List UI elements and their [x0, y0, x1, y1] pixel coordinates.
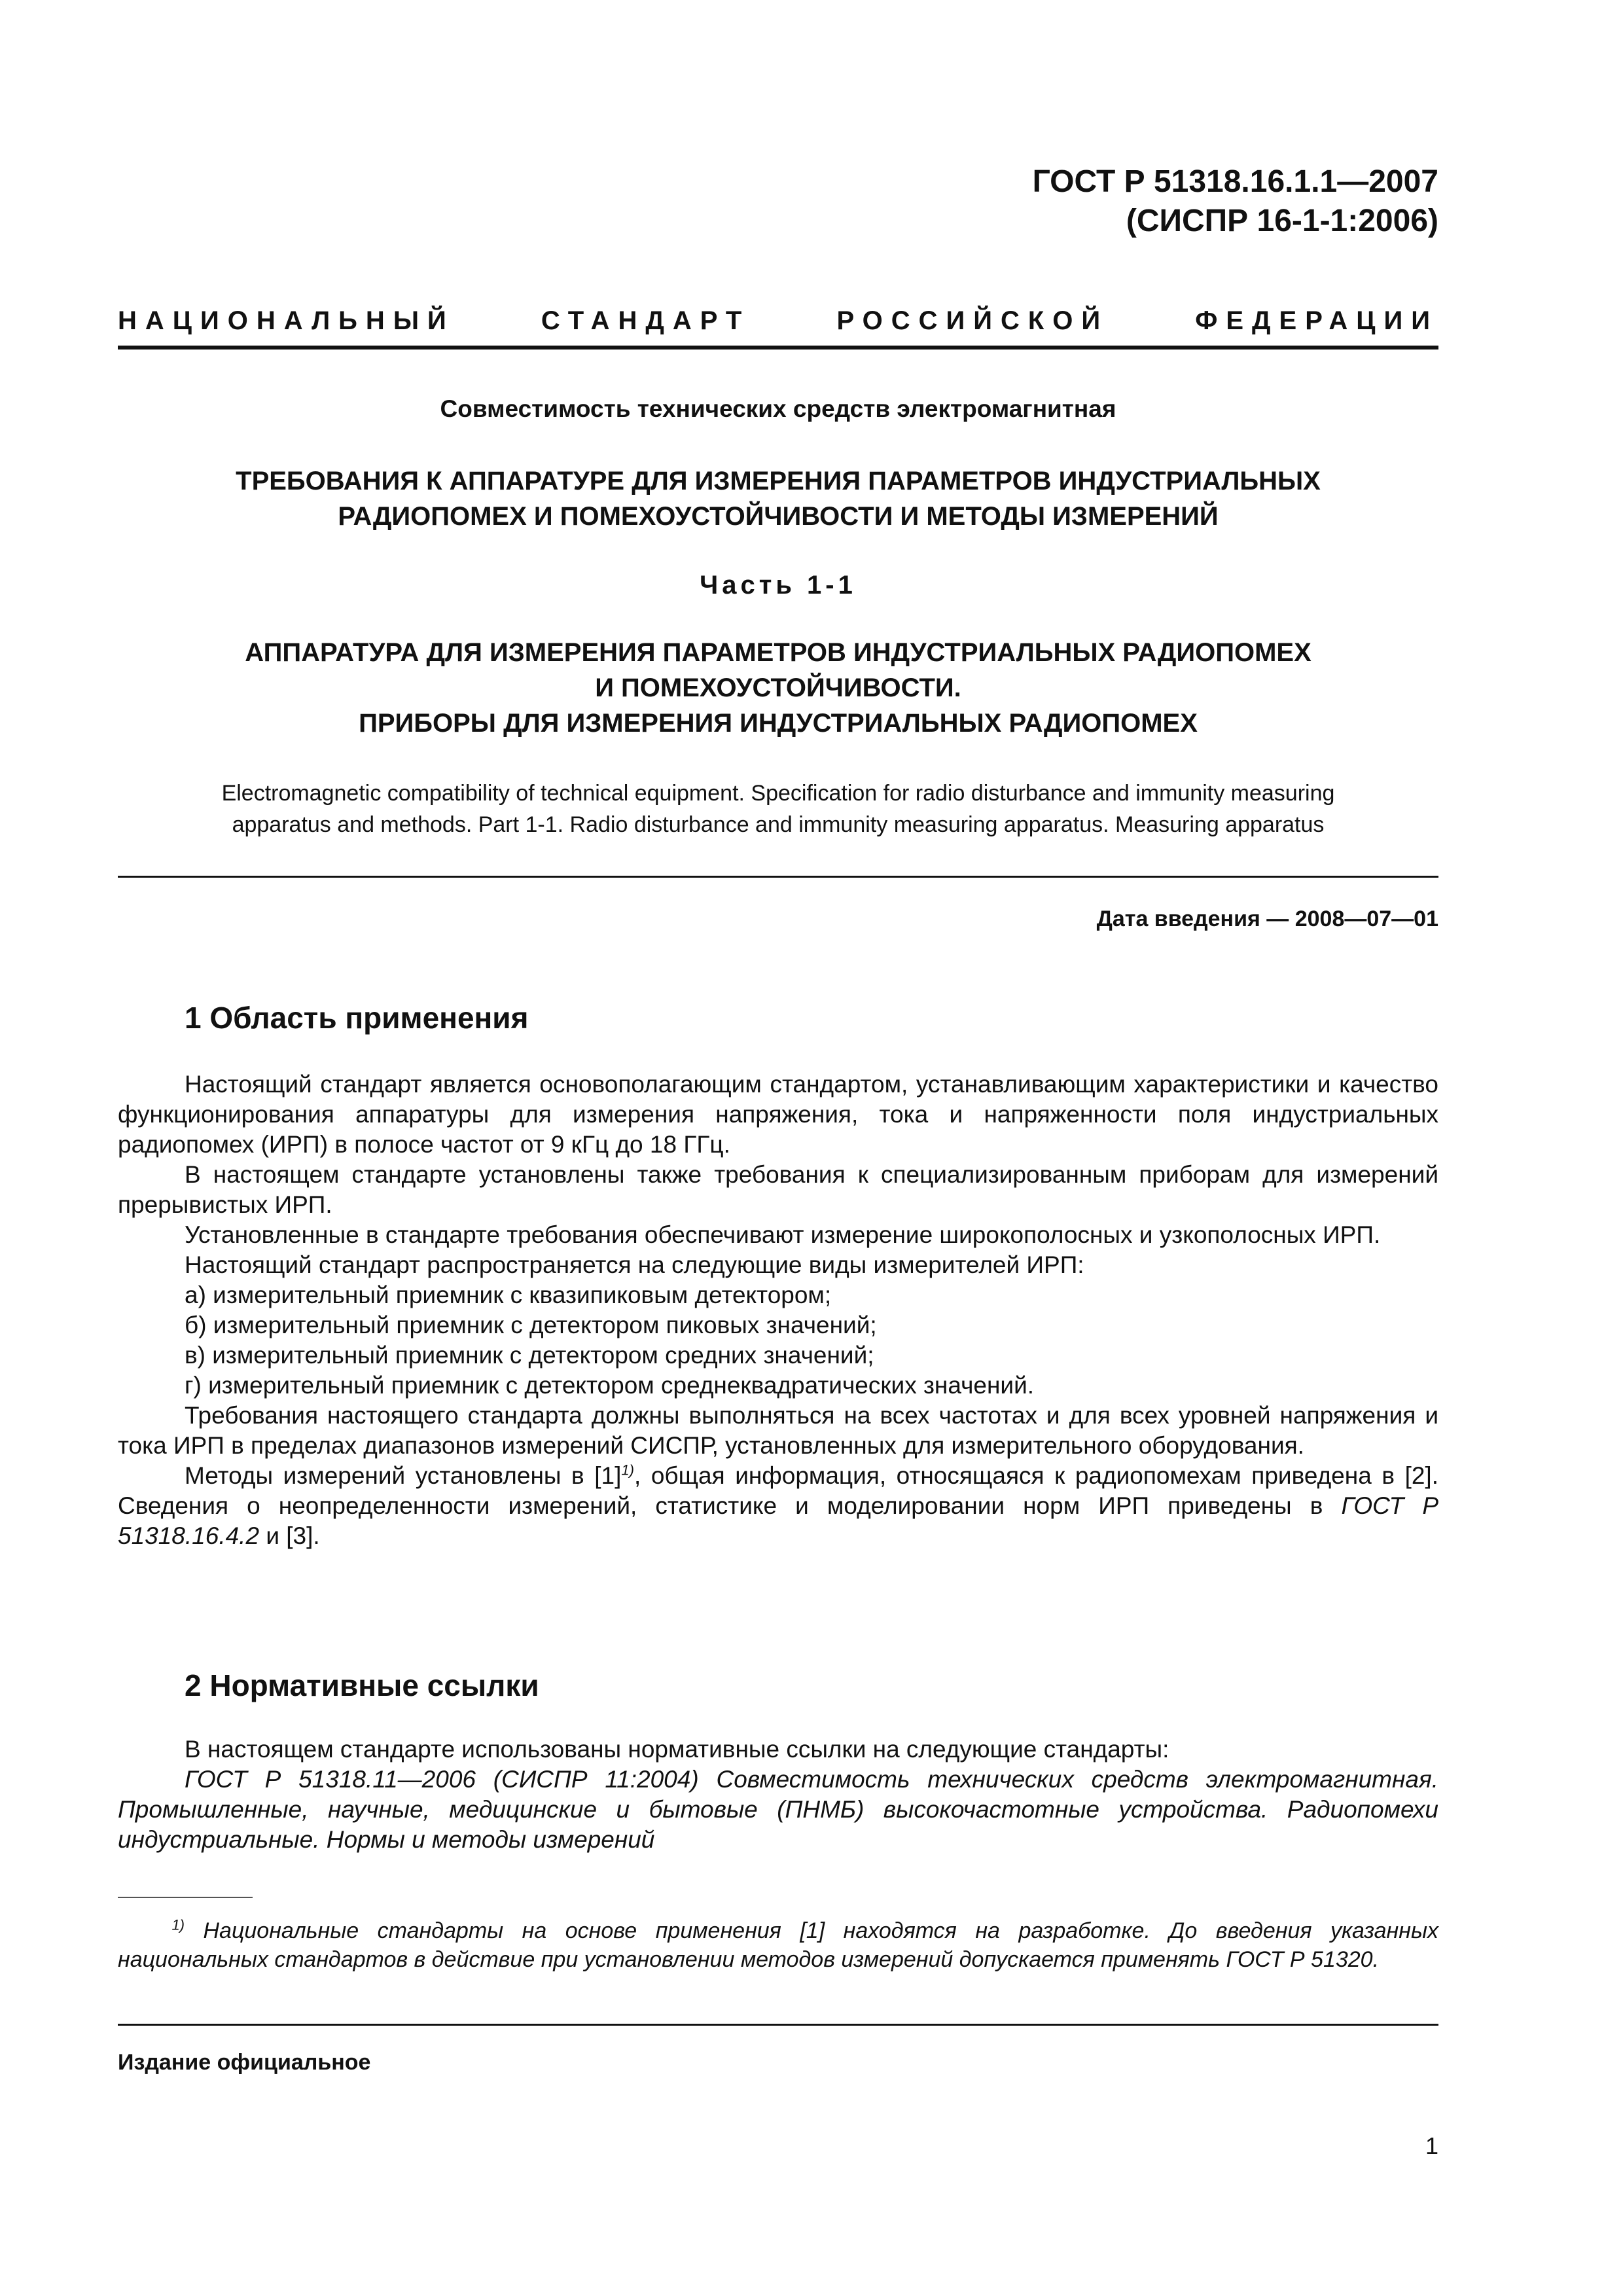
footnote-text: Национальные стандарты на основе применения [1] находятся на разработке. До введения указанных национальных стандартов в действие при установлении методов измерений допускается применять ГОСТ Р 51320.	[118, 1918, 1438, 1972]
official-edition-label: Издание официальное	[118, 2050, 371, 2075]
footnote-separator	[118, 1897, 253, 1898]
date-of-introduction: Дата введения — 2008—07—01	[1096, 906, 1438, 931]
english-title-line-2: apparatus and methods. Part 1-1. Radio disturbance and immunity measuring apparatus. Measuring apparatus	[232, 812, 1325, 837]
section-1-heading: 1 Область применения	[185, 1001, 529, 1035]
section-1-paragraph-6	[118, 1461, 1438, 1551]
designation-line-1: ГОСТ Р 51318.16.1.1—2007	[1032, 164, 1438, 199]
page-number: 1	[1425, 2132, 1438, 2159]
sub-title-line-3: ПРИБОРЫ ДЛЯ ИЗМЕРЕНИЯ ИНДУСТРИАЛЬНЫХ РАДИОПОМЕХ	[359, 709, 1198, 738]
header-word-1: НАЦИОНАЛЬНЫЙ	[118, 306, 455, 335]
national-standard-header	[118, 306, 1438, 336]
paragraph-6-text-c: и [3].	[259, 1522, 320, 1549]
footnote-mark: 1)	[171, 1916, 185, 1933]
english-title-line-1: Electromagnetic compatibility of technical equipment. Specification for radio disturbance and immunity measuring	[221, 781, 1335, 806]
section-2-paragraph-1: В настоящем стандарте использованы нормативные ссылки на следующие стандарты:	[185, 1736, 1169, 1763]
header-word-2: СТАНДАРТ	[541, 306, 751, 335]
section-1-body	[118, 1069, 1438, 1551]
general-title: Совместимость технических средств электромагнитная	[440, 395, 1116, 422]
list-item: б) измерительный приемник с детектором пиковых значений;	[185, 1312, 877, 1338]
sub-title	[118, 635, 1438, 741]
list-item: в) измерительный приемник с детектором средних значений;	[185, 1342, 874, 1369]
section-1-paragraph-3: Установленные в стандарте требования обеспечивают измерение широкополосных и узкополосных ИРП.	[185, 1221, 1381, 1248]
list-item: а) измерительный приемник с квазипиковым детектором;	[185, 1282, 832, 1308]
english-title	[118, 778, 1438, 840]
designation-line-2: (СИСПР 16-1-1:2006)	[1126, 204, 1438, 238]
section-1-paragraph-5: Требования настоящего стандарта должны выполняться на всех частотах и для всех уровней напряжения и тока ИРП в пределах диапазонов измерений СИСПР, установленных для измерительного оборудования.	[118, 1402, 1438, 1459]
main-title	[118, 463, 1438, 534]
section-2-body	[118, 1734, 1438, 1855]
main-title-line-1: ТРЕБОВАНИЯ К АППАРАТУРЕ ДЛЯ ИЗМЕРЕНИЯ ПАРАМЕТРОВ ИНДУСТРИАЛЬНЫХ	[236, 467, 1321, 495]
header-rule	[118, 346, 1438, 350]
section-2-reference-entry: ГОСТ Р 51318.11—2006 (СИСПР 11:2004) Совместимость технических средств электромагнитная. Промышленные, научные, медицинские и бытовые (ПНМБ) высокочастотные устройства. Радиопомехи индустриальные. Нормы и методы измерений	[118, 1766, 1438, 1853]
list-item: г) измерительный приемник с детектором среднеквадратических значений.	[185, 1372, 1035, 1399]
footnote-indent	[118, 1916, 185, 1945]
section-2-heading: 2 Нормативные ссылки	[185, 1668, 539, 1702]
title-rule	[118, 876, 1438, 878]
standard-designation	[1033, 162, 1438, 241]
sub-title-line-2: И ПОМЕХОУСТОЙЧИВОСТИ.	[595, 673, 961, 702]
header-word-3: РОССИЙСКОЙ	[836, 306, 1109, 335]
header-word-4: ФЕДЕРАЦИИ	[1195, 306, 1438, 335]
footer-rule	[118, 2024, 1438, 2026]
part-label: Часть 1-1	[700, 571, 857, 600]
section-1-paragraph-1: Настоящий стандарт является основополагающим стандартом, устанавливающим характеристики и качество функционирования аппаратуры для измерения напряжения, тока и напряженности поля индустриальных радиопомех (ИРП) в полосе частот от 9 кГц до 18 ГГц.	[118, 1071, 1438, 1158]
section-1-paragraph-4: Настоящий стандарт распространяется на следующие виды измерителей ИРП:	[185, 1251, 1084, 1278]
paragraph-6-text-a: Методы измерений установлены в [1]	[185, 1462, 622, 1489]
footnote-reference: 1)	[621, 1462, 634, 1479]
paragraph-6-text-b: , общая информация, относящаяся к радиопомехам приведена в [2]. Сведения о неопределенности измерений, статистике и моделировании норм ИРП приведены в	[118, 1462, 1438, 1519]
sub-title-line-1: АППАРАТУРА ДЛЯ ИЗМЕРЕНИЯ ПАРАМЕТРОВ ИНДУСТРИАЛЬНЫХ РАДИОПОМЕХ	[245, 638, 1311, 667]
footnote	[118, 1916, 1438, 1974]
standard-reference: ГОСТ Р 51318.16.4.2	[118, 1492, 1438, 1549]
main-title-line-2: РАДИОПОМЕХ И ПОМЕХОУСТОЙЧИВОСТИ И МЕТОДЫ ИЗМЕРЕНИЙ	[338, 502, 1219, 531]
section-1-paragraph-2: В настоящем стандарте установлены также требования к специализированным приборам для измерений прерывистых ИРП.	[118, 1161, 1438, 1218]
